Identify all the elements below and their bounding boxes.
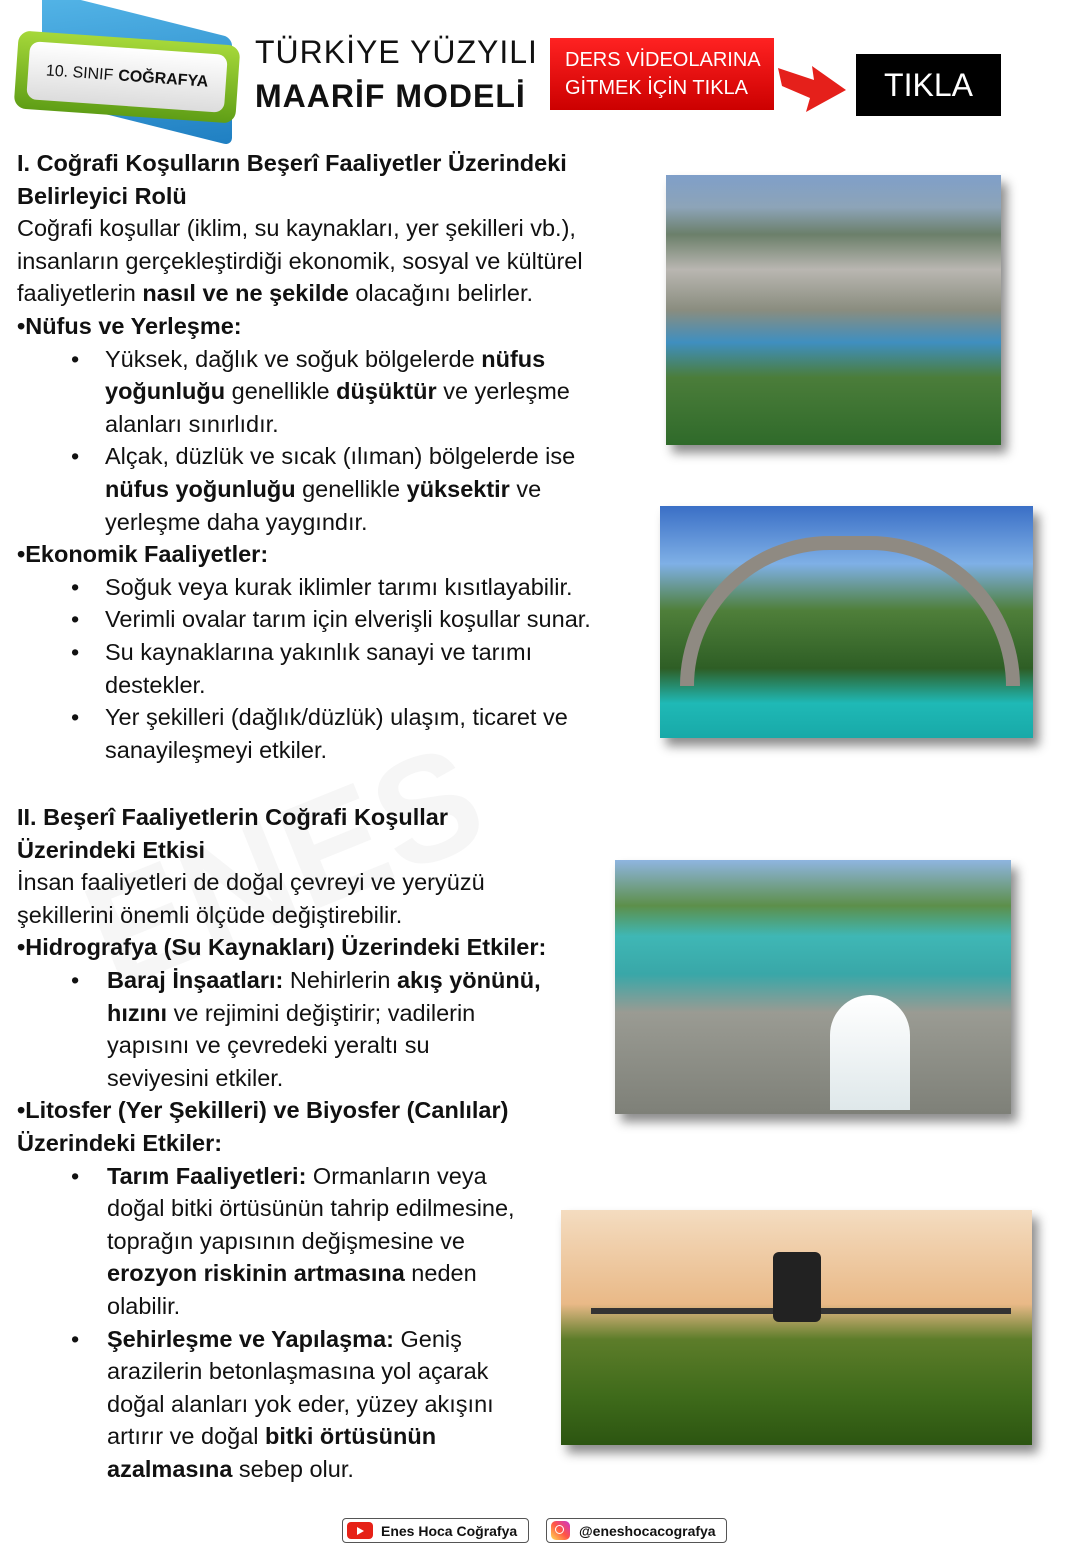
text-line [17, 180, 591, 213]
text: toprağın yapısının değişmesine ve [107, 1227, 465, 1254]
text: genellikle [295, 475, 407, 502]
bold-text: nüfus [481, 345, 546, 372]
text-line [105, 603, 591, 636]
text-line [17, 1127, 546, 1160]
text: doğal alanları yok eder, yüzey akışını [107, 1390, 494, 1417]
grade-badge [14, 14, 239, 124]
text: neden [404, 1260, 477, 1287]
text: şekillerini önemli ölçüde değiştirebilir. [17, 901, 403, 928]
text-line [105, 669, 591, 702]
bullet-item [17, 1323, 546, 1486]
bold-text: erozyon riskinin artmasına [107, 1260, 405, 1287]
bullet-item [17, 1160, 546, 1323]
bullet-item [17, 571, 591, 604]
paragraph [17, 801, 546, 964]
text-line [17, 931, 546, 964]
bullet-icon: • [71, 966, 80, 993]
text-line [105, 440, 591, 473]
dam-photo [615, 860, 1011, 1114]
text-line [17, 245, 591, 278]
text-line [17, 1094, 546, 1127]
text-line [107, 1355, 546, 1388]
text-line [107, 1420, 546, 1453]
badge-subject: COĞRAFYA [117, 67, 209, 91]
bold-text: Tarım Faaliyetleri: [107, 1162, 307, 1189]
youtube-link[interactable] [342, 1518, 529, 1543]
bold-text: azalmasına [107, 1455, 233, 1482]
text-line [105, 571, 591, 604]
instagram-icon [551, 1521, 570, 1540]
paragraph [17, 147, 591, 343]
text: sebep olur. [232, 1455, 354, 1482]
text-line [107, 1160, 546, 1193]
bold-text: •Ekonomik Faaliyetler: [17, 541, 269, 568]
text-line [107, 1192, 546, 1225]
bullet-item [17, 440, 591, 538]
bold-text: Üzerindeki Etkiler: [17, 1129, 223, 1156]
text: seviyesini etkiler. [107, 1064, 284, 1091]
bold-text: I. Coğrafi Koşulların Beşerî Faaliyetler Üzerindeki [17, 150, 567, 176]
text-line [105, 701, 591, 734]
text: Yer şekilleri (dağlık/düzlük) ulaşım, ticaret ve [105, 704, 568, 731]
text-line [17, 866, 546, 899]
text: genellikle [225, 378, 337, 405]
text-line [17, 310, 591, 343]
bold-text: düşüktür [336, 378, 437, 405]
bullet-item [17, 701, 591, 766]
text: olabilir. [107, 1292, 181, 1319]
youtube-icon [347, 1522, 373, 1539]
text: Alçak, düzlük ve sıcak (ılıman) bölgelerde ise [105, 443, 576, 470]
text-line [107, 1323, 546, 1356]
tractor-field-photo [561, 1210, 1032, 1445]
bullet-item [17, 343, 591, 441]
section-1 [17, 147, 591, 766]
text-line [107, 1257, 546, 1290]
text: alanları sınırlıdır. [105, 410, 279, 437]
text: Geniş [393, 1325, 462, 1352]
bold-text: yoğunluğu [105, 378, 226, 405]
text: destekler. [105, 671, 206, 698]
text-line [17, 801, 546, 834]
section-2 [17, 801, 546, 1485]
text: İnsan faaliyetleri de doğal çevreyi ve yeryüzü [17, 869, 485, 896]
text: doğal bitki örtüsünün tahrip edilmesine, [107, 1195, 515, 1222]
text-line [105, 506, 591, 539]
bold-text: •Nüfus ve Yerleşme: [17, 312, 242, 339]
text: Soğuk veya kurak iklimler tarımı kısıtlayabilir. [105, 573, 573, 600]
bullet-item [17, 636, 591, 701]
bold-text: nüfus yoğunluğu [105, 475, 296, 502]
bold-text: Şehirleşme ve Yapılaşma: [107, 1325, 394, 1352]
text-line [105, 473, 591, 506]
text: yapısını ve çevredeki yeraltı su [107, 1032, 430, 1059]
text-line [17, 212, 591, 245]
text: olacağını belirler. [348, 280, 534, 307]
video-button-line2: GİTMEK İÇİN TIKLA [565, 77, 748, 99]
text-line [17, 538, 591, 571]
bullet-icon: • [71, 1162, 80, 1189]
text-line [107, 1225, 546, 1258]
text-line [107, 1388, 546, 1421]
bold-text: II. Beşerî Faaliyetlerin Coğrafi Koşullar [17, 804, 448, 830]
text-line [17, 834, 546, 867]
title-line1: TÜRKİYE YÜZYILI [255, 34, 538, 70]
instagram-link[interactable] [546, 1518, 727, 1543]
text-line [17, 277, 591, 310]
text-line [107, 1029, 546, 1062]
text-line [107, 964, 546, 997]
arrow-right-icon [776, 58, 848, 114]
text-line [105, 375, 591, 408]
text: Nehirlerin [283, 966, 397, 993]
bullet-item [17, 964, 546, 1094]
text-line [105, 408, 591, 441]
bullet-item [17, 603, 591, 636]
bold-text: bitki örtüsünün [265, 1423, 437, 1450]
text: Su kaynaklarına yakınlık sanayi ve tarımı [105, 638, 533, 665]
bullet-icon: • [71, 1325, 80, 1352]
tikla-button[interactable]: TIKLA [856, 54, 1001, 116]
town-valley-photo [666, 175, 1001, 445]
text-line [107, 1062, 546, 1095]
text-line [107, 1453, 546, 1486]
bridge-photo [660, 506, 1033, 738]
text-line [107, 1290, 546, 1323]
text-line [17, 147, 591, 180]
title-line2: MAARİF MODELİ [255, 78, 526, 114]
text: artırır ve doğal [107, 1423, 266, 1450]
bold-text: Belirleyici Rolü [17, 182, 187, 209]
badge-grade: 10. SINIF [45, 62, 114, 85]
video-link-button[interactable] [550, 38, 774, 110]
text: arazilerin betonlaşmasına yol açarak [107, 1358, 489, 1385]
text: Ormanların veya [306, 1162, 487, 1189]
bullet-icon: • [71, 606, 80, 633]
text-line [105, 734, 591, 767]
text: Verimli ovalar tarım için elverişli koşullar sunar. [105, 606, 591, 633]
text: ve yerleşme [436, 378, 570, 405]
text: yerleşme daha yaygındır. [105, 508, 368, 535]
bold-text: •Hidrografya (Su Kaynakları) Üzerindeki Etkiler: [17, 934, 547, 961]
text: faaliyetlerin [17, 280, 143, 307]
paragraph [17, 1094, 546, 1159]
bold-text: Baraj İnşaatları: [107, 966, 284, 993]
bold-text: hızını [107, 999, 168, 1026]
video-button-line1: DERS VİDEOLARINA [565, 49, 761, 71]
instagram-label: @eneshocacografya [579, 1522, 716, 1539]
text: sanayileşmeyi etkiler. [105, 736, 328, 763]
text-line [105, 343, 591, 376]
text: Yüksek, dağlık ve soğuk bölgelerde [105, 345, 482, 372]
text-line [17, 899, 546, 932]
text: ve rejimini değiştirir; vadilerin [167, 999, 476, 1026]
text-line [105, 636, 591, 669]
bullet-icon: • [71, 704, 80, 731]
bold-text: yüksektir [406, 475, 510, 502]
youtube-label: Enes Hoca Coğrafya [381, 1522, 518, 1539]
text: ve [509, 475, 542, 502]
text: Coğrafi koşullar (iklim, su kaynakları, yer şekilleri vb.), [17, 215, 576, 242]
bold-text: nasıl ve ne şekilde [142, 280, 349, 307]
bullet-icon: • [71, 638, 80, 665]
paragraph [17, 538, 591, 571]
bold-text: Üzerindeki Etkisi [17, 836, 206, 863]
bold-text: •Litosfer (Yer Şekilleri) ve Biyosfer (Canlılar) [17, 1097, 509, 1124]
text: insanların gerçekleştirdiği ekonomik, sosyal ve kültürel [17, 247, 583, 274]
bullet-icon: • [71, 573, 80, 600]
bold-text: akış yönünü, [396, 966, 541, 993]
bullet-icon: • [71, 443, 80, 470]
bullet-icon: • [71, 345, 80, 372]
text-line [107, 997, 546, 1030]
